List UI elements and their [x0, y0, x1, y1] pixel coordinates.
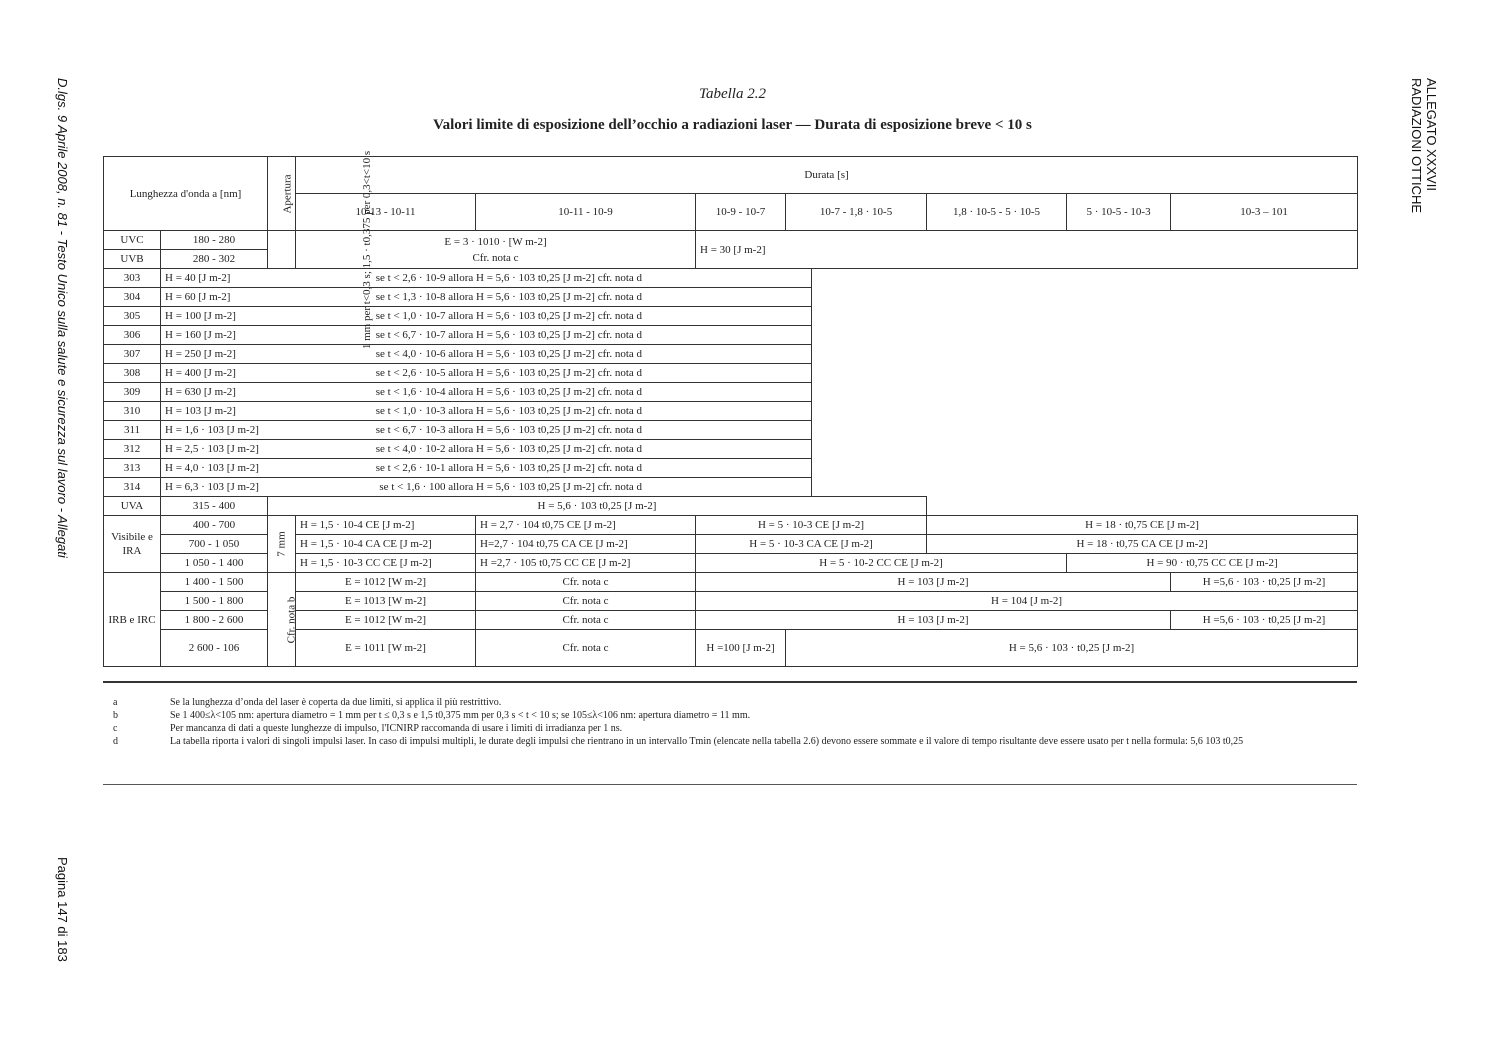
uvb-h-value: H = 630 [J m-2]: [165, 386, 236, 398]
footnote-d: d La tabella riporta i valori di singoli impulsi laser. In caso di impulsi multipli, le durate degli impulsi che rientrano in un intervallo Tmin (elencate nella tabella 2.6) devono essere sommate e il valore di tempo risultante deve essere usato per t nella formula: 5,6 103 t0,25: [113, 736, 1244, 747]
range-uva: 315 - 400: [161, 497, 268, 516]
footnote-b: b Se 1 400≤λ<105 nm: apertura diametro = 1 mm per t ≤ 0,3 s e 1,5 t0,375 mm per 0,3 s < t < 10 s; se 105≤λ<106 nm: apertura diametro = 11 mm.: [113, 710, 751, 721]
ir-3-e: E = 1012 [W m-2]: [296, 611, 476, 630]
uv-e-value: E = 3 · 1010 · [W m-2]: [444, 235, 547, 248]
uvb-wavelength: 311: [104, 421, 161, 440]
vis-3-c2: H =2,7 · 105 t0,75 CC CE [J m-2]: [476, 554, 696, 573]
aperture-uv: 1 mm per t<0,3 s; 1,5 · t0,375 per 0,3<t<10 s: [268, 231, 296, 269]
uvb-condition: se t < 1,0 · 10-7 allora H = 5,6 · 103 t0,25 [J m-2] cfr. nota d: [375, 310, 643, 322]
uvb-condition: se t < 6,7 · 10-3 allora H = 5,6 · 103 t0,25 [J m-2] cfr. nota d: [375, 424, 643, 436]
side-running-header: D.lgs. 9 Aprile 2008, n. 81 - Testo Unico sulla salute e sicurezza sul lavoro - Allegati: [55, 78, 70, 558]
ir-2-h: H = 104 [J m-2]: [696, 592, 1358, 611]
uvb-limit: [161, 288, 812, 307]
ir-2-note: Cfr. nota c: [476, 592, 696, 611]
uvb-h-value: H = 4,0 · 103 [J m-2]: [165, 462, 259, 474]
uvb-row: [104, 364, 1358, 383]
uvb-limit: [161, 440, 812, 459]
uvb-h-value: H = 103 [J m-2]: [165, 405, 236, 417]
ir-3-h: H = 103 [J m-2]: [696, 611, 1171, 630]
header-duration: Durata [s]: [296, 157, 1358, 194]
vis-1-c4: H = 18 · t0,75 CE [J m-2]: [927, 516, 1358, 535]
uvb-condition: se t < 1,6 · 100 allora H = 5,6 · 103 t0,25 [J m-2] cfr. nota d: [379, 481, 643, 493]
uvb-condition: se t < 2,6 · 10-5 allora H = 5,6 · 103 t0,25 [J m-2] cfr. nota d: [375, 367, 643, 379]
uvb-wavelength: 313: [104, 459, 161, 478]
row-ir-1: [104, 573, 1358, 592]
uvb-limit: [161, 421, 812, 440]
annex-subtitle: RADIAZIONI OTTICHE: [1409, 78, 1424, 214]
ir-1-e: E = 1012 [W m-2]: [296, 573, 476, 592]
vis-1-c1: H = 1,5 · 10-4 CE [J m-2]: [296, 516, 476, 535]
header-aperture: Apertura: [268, 157, 296, 231]
uvb-limit: [161, 269, 812, 288]
band-uvc: UVC: [104, 231, 161, 250]
row-uva: [104, 497, 1358, 516]
ir-1-h: H = 103 [J m-2]: [696, 573, 1171, 592]
uvb-row: [104, 288, 1358, 307]
band-uvb: UVB: [104, 250, 161, 269]
ir-4-note: Cfr. nota c: [476, 630, 696, 667]
uvb-wavelength: 307: [104, 345, 161, 364]
row-uvc: [104, 231, 1358, 250]
uvb-limit: [161, 478, 812, 497]
vis-3-c4: H = 90 · t0,75 CC CE [J m-2]: [1067, 554, 1358, 573]
uvb-condition: se t < 4,0 · 10-6 allora H = 5,6 · 103 t0,25 [J m-2] cfr. nota d: [375, 348, 643, 360]
uvb-row: [104, 402, 1358, 421]
uvb-limit: [161, 459, 812, 478]
footnotes: [103, 696, 1357, 748]
page-bottom-rule: [103, 784, 1357, 785]
ir-2-e: E = 1013 [W m-2]: [296, 592, 476, 611]
uvb-h-value: H = 2,5 · 103 [J m-2]: [165, 443, 259, 455]
uvb-rows: [104, 269, 1358, 497]
header-col-6: 5 · 10-5 - 10-3: [1067, 194, 1171, 231]
uvb-wavelength: 303: [104, 269, 161, 288]
header-col-2: 10-11 - 10-9: [476, 194, 696, 231]
ir-4-h-short: H =100 [J m-2]: [696, 630, 786, 667]
footnote-a: a Se la lunghezza d’onda del laser è coperta da due limiti, si applica il più restrittivo.: [113, 697, 502, 708]
uvb-limit: [161, 326, 812, 345]
uvb-condition: se t < 6,7 · 10-7 allora H = 5,6 · 103 t0,25 [J m-2] cfr. nota d: [375, 329, 643, 341]
uvb-limit: [161, 307, 812, 326]
uvb-wavelength: 310: [104, 402, 161, 421]
vis-2-c3: H = 5 · 10-3 CA CE [J m-2]: [696, 535, 927, 554]
uvb-row: [104, 269, 1358, 288]
uvb-h-value: H = 160 [J m-2]: [165, 329, 236, 341]
uv-short-limit: [296, 231, 696, 269]
band-visible: Visibile e IRA: [104, 516, 161, 573]
uvb-condition: se t < 1,6 · 10-4 allora H = 5,6 · 103 t0,25 [J m-2] cfr. nota d: [375, 386, 643, 398]
uvb-row: [104, 326, 1358, 345]
vis-2-c2: H=2,7 · 104 t0,75 CA CE [J m-2]: [476, 535, 696, 554]
uvb-wavelength: 304: [104, 288, 161, 307]
uvb-wavelength: 312: [104, 440, 161, 459]
ir-3-h2: H =5,6 · 103 · t0,25 [J m-2]: [1171, 611, 1358, 630]
header-col-7: 10-3 – 101: [1171, 194, 1358, 231]
uvb-condition: se t < 2,6 · 10-1 allora H = 5,6 · 103 t0,25 [J m-2] cfr. nota d: [375, 462, 643, 474]
uvb-h-value: H = 60 [J m-2]: [165, 291, 231, 303]
uva-value: H = 5,6 · 103 t0,25 [J m-2]: [268, 497, 927, 516]
band-ir: IRB e IRC: [104, 573, 161, 667]
ir-3-note: Cfr. nota c: [476, 611, 696, 630]
footnote-c: c Per mancanza di dati a queste lunghezze di impulso, l'ICNIRP raccomanda di usare i limiti di irradianza per 1 ns.: [113, 723, 623, 734]
uvb-limit: [161, 345, 812, 364]
table-bottom-rule: [103, 681, 1357, 683]
vis-3-c1: H = 1,5 · 10-3 CC CE [J m-2]: [296, 554, 476, 573]
range-280: 280 - 302: [161, 250, 268, 269]
range-uvc: 180 - 280: [161, 231, 268, 250]
uvb-h-value: H = 250 [J m-2]: [165, 348, 236, 360]
uvb-condition: se t < 1,0 · 10-3 allora H = 5,6 · 103 t0,25 [J m-2] cfr. nota d: [375, 405, 643, 417]
uvb-row: [104, 459, 1358, 478]
uvb-condition: se t < 2,6 · 10-9 allora H = 5,6 · 103 t0,25 [J m-2] cfr. nota d: [375, 272, 643, 284]
vis-1-c3: H = 5 · 10-3 CE [J m-2]: [696, 516, 927, 535]
uvb-limit: [161, 383, 812, 402]
uvb-wavelength: 314: [104, 478, 161, 497]
uvb-row: [104, 307, 1358, 326]
ir-1-h2: H =5,6 · 103 · t0,25 [J m-2]: [1171, 573, 1358, 592]
header-col-3: 10-9 - 10-7: [696, 194, 786, 231]
header-col-5: 1,8 · 10-5 - 5 · 10-5: [927, 194, 1067, 231]
uvb-row: [104, 478, 1358, 497]
row-vis-1: [104, 516, 1358, 535]
aperture-ir: Cfr. nota b: [268, 573, 296, 667]
uv-note: Cfr. nota c: [472, 251, 519, 264]
header-wavelength: Lunghezza d'onda a [nm]: [104, 157, 268, 231]
vis-1-c2: H = 2,7 · 104 t0,75 CE [J m-2]: [476, 516, 696, 535]
uvb-condition: se t < 1,3 · 10-8 allora H = 5,6 · 103 t0,25 [J m-2] cfr. nota d: [375, 291, 643, 303]
uvc-value: H = 30 [J m-2]: [696, 231, 1358, 269]
uvb-condition: se t < 4,0 · 10-2 allora H = 5,6 · 103 t0,25 [J m-2] cfr. nota d: [375, 443, 643, 455]
table-title: Valori limite di esposizione dell’occhio a radiazioni laser — Durata di esposizione breve < 10 s: [433, 117, 1032, 133]
aperture-vis: 7 mm: [268, 516, 296, 573]
uvb-row: [104, 345, 1358, 364]
uvb-wavelength: 305: [104, 307, 161, 326]
uvb-limit: [161, 364, 812, 383]
range-ir-3: 1 800 - 2 600: [161, 611, 268, 630]
uvb-h-value: H = 6,3 · 103 [J m-2]: [165, 481, 259, 493]
table-number: Tabella 2.2: [699, 86, 766, 102]
exposure-limits-table: [103, 150, 1358, 667]
uvb-wavelength: 306: [104, 326, 161, 345]
uvb-h-value: H = 100 [J m-2]: [165, 310, 236, 322]
uvb-h-value: H = 40 [J m-2]: [165, 272, 231, 284]
ir-4-e: E = 1011 [W m-2]: [296, 630, 476, 667]
range-ir-2: 1 500 - 1 800: [161, 592, 268, 611]
ir-4-h: H = 5,6 · 103 · t0,25 [J m-2]: [786, 630, 1358, 667]
uvb-row: [104, 421, 1358, 440]
uvb-limit: [161, 402, 812, 421]
range-vis-3: 1 050 - 1 400: [161, 554, 268, 573]
vis-2-c1: H = 1,5 · 10-4 CA CE [J m-2]: [296, 535, 476, 554]
uvb-row: [104, 440, 1358, 459]
annex-title: ALLEGATO XXXVII: [1424, 78, 1439, 191]
header-col-4: 10-7 - 1,8 · 10-5: [786, 194, 927, 231]
header-row-1: [104, 157, 1358, 194]
range-ir-1: 1 400 - 1 500: [161, 573, 268, 592]
range-vis-2: 700 - 1 050: [161, 535, 268, 554]
uvb-h-value: H = 400 [J m-2]: [165, 367, 236, 379]
range-ir-4: 2 600 - 106: [161, 630, 268, 667]
uvb-wavelength: 308: [104, 364, 161, 383]
uvb-h-value: H = 1,6 · 103 [J m-2]: [165, 424, 259, 436]
ir-1-note: Cfr. nota c: [476, 573, 696, 592]
page-number: Pagina 147 di 183: [55, 857, 70, 962]
vis-3-c3: H = 5 · 10-2 CC CE [J m-2]: [696, 554, 1067, 573]
header-col-1: 10-13 - 10-11: [296, 194, 476, 231]
range-vis-1: 400 - 700: [161, 516, 268, 535]
vis-2-c4: H = 18 · t0,75 CA CE [J m-2]: [927, 535, 1358, 554]
uvb-wavelength: 309: [104, 383, 161, 402]
uvb-row: [104, 383, 1358, 402]
band-uva: UVA: [104, 497, 161, 516]
